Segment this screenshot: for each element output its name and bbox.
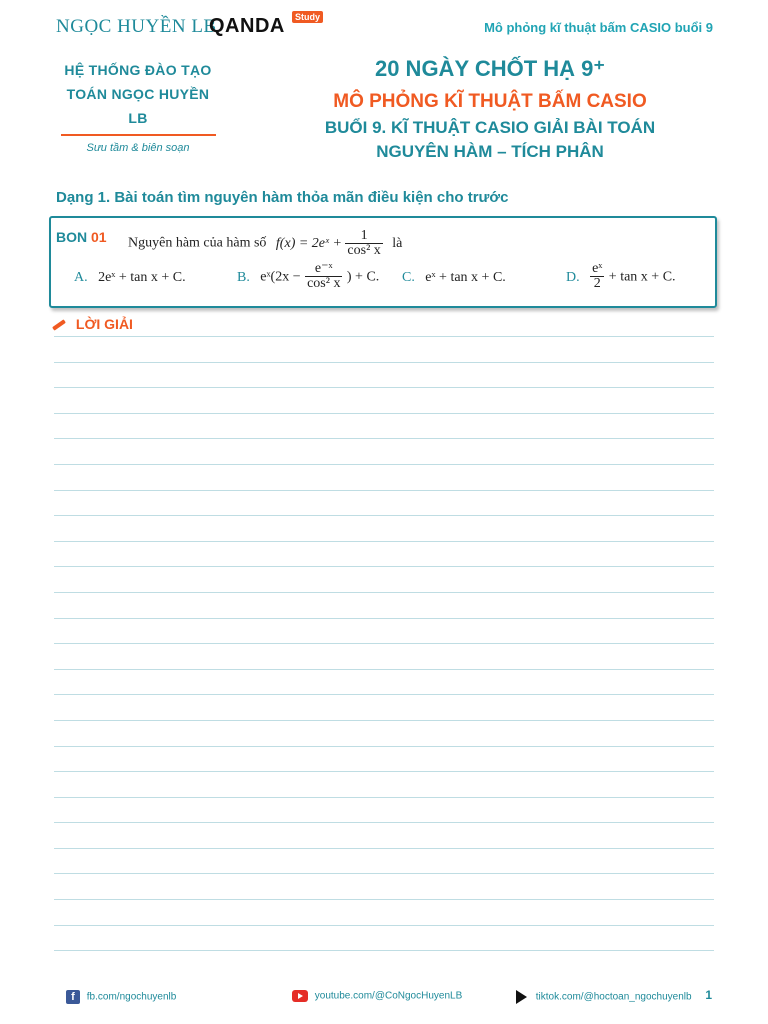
page-subtitle: MÔ PHỎNG KĨ THUẬT BẤM CASIO (333, 91, 647, 112)
option-b-fraction (305, 262, 342, 291)
option-a-text: 2eˣ + tan x + C. (98, 270, 186, 285)
function-lhs: f(x) = 2eˣ + (275, 235, 342, 251)
tiktok-link[interactable]: tiktok.com/@hoctoan_ngochuyenlb (535, 991, 692, 1003)
tiktok-icon (516, 990, 527, 1004)
youtube-icon (292, 990, 308, 1002)
partner-tag: Study (292, 11, 323, 23)
ruled-line (54, 490, 714, 491)
option-d-letter: D. (566, 269, 580, 285)
facebook-icon: f (66, 990, 80, 1004)
ruled-line (54, 694, 714, 695)
question-stem: Nguyên hàm của hàm số (128, 235, 267, 251)
option-d[interactable] (566, 262, 676, 291)
question-number: 01 (91, 229, 107, 245)
option-a[interactable] (74, 268, 186, 286)
lesson-title: BUỔI 9. KĨ THUẬT CASIO GIẢI BÀI TOÁN (324, 118, 656, 137)
function-fraction (345, 229, 382, 258)
divider (61, 134, 216, 136)
ruled-line (54, 746, 714, 747)
ruled-line (54, 848, 714, 849)
option-c-text: eˣ + tan x + C. (425, 270, 506, 285)
option-b-numerator: e⁻ˣ (305, 262, 342, 277)
ruled-line (54, 669, 714, 670)
document-subject: Mô phỏng kĩ thuật bấm CASIO buổi 9 (484, 20, 713, 35)
option-d-post: + tan x + C. (608, 269, 676, 285)
fraction-numerator: 1 (345, 229, 382, 244)
page-number: 1 (705, 988, 712, 1002)
ruled-line (54, 643, 714, 644)
title-block (250, 54, 730, 164)
facebook-link[interactable]: fb.com/ngochuyenlb (86, 991, 177, 1003)
system-branding (58, 58, 218, 154)
ruled-line (54, 413, 714, 414)
ruled-line (54, 362, 714, 363)
footer-youtube[interactable] (292, 990, 462, 1002)
option-b-post: ) + C. (346, 269, 380, 285)
footer-tiktok[interactable] (516, 990, 692, 1004)
solution-heading (52, 316, 133, 332)
fraction-denominator: cos² x (347, 243, 381, 258)
ruled-line (54, 797, 714, 798)
ruled-line (54, 592, 714, 593)
option-a-letter: A. (74, 270, 88, 285)
option-d-numerator: eˣ (592, 261, 603, 276)
ruled-line (54, 387, 714, 388)
system-line-1: HỆ THỐNG ĐÀO TẠO (64, 62, 212, 78)
option-d-fraction (590, 262, 604, 291)
option-b-letter: B. (237, 269, 250, 285)
option-b-denominator: cos² x (307, 276, 341, 291)
ruled-line (54, 464, 714, 465)
solution-heading-text: LỜI GIẢI (75, 316, 133, 332)
system-subtitle: Sưu tầm & biên soạn (86, 142, 190, 154)
question-label (56, 229, 107, 245)
option-b[interactable] (237, 262, 379, 291)
brand-logo: NGỌC HUYỀN LB (56, 16, 217, 37)
option-c-letter: C. (402, 270, 415, 285)
question-tail: là (392, 235, 403, 251)
ruled-line (54, 950, 714, 951)
youtube-link[interactable]: youtube.com/@CoNgocHuyenLB (314, 990, 463, 1002)
partner-logo: QANDA (209, 15, 285, 37)
ruled-line (54, 873, 714, 874)
ruled-line (54, 515, 714, 516)
ruled-line (54, 925, 714, 926)
ruled-line (54, 336, 714, 337)
system-line-2: TOÁN NGỌC HUYỀN LB (66, 86, 210, 126)
ruled-line (54, 566, 714, 567)
ruled-line (54, 618, 714, 619)
ruled-line (54, 822, 714, 823)
ruled-line (54, 771, 714, 772)
lesson-topic: NGUYÊN HÀM – TÍCH PHÂN (376, 142, 604, 161)
ruled-line (54, 720, 714, 721)
option-c[interactable] (402, 268, 506, 286)
ruled-line (54, 438, 714, 439)
ruled-line (54, 899, 714, 900)
question-text (128, 229, 402, 258)
option-d-denominator: 2 (593, 276, 601, 291)
ruled-line (54, 541, 714, 542)
question-label-text: BON (56, 229, 88, 245)
pen-icon (52, 320, 66, 331)
section-heading: Dạng 1. Bài toán tìm nguyên hàm thỏa mãn điều kiện cho trước (56, 189, 509, 206)
footer-facebook[interactable] (66, 990, 176, 1004)
answer-lines[interactable] (54, 336, 714, 976)
page-title: 20 NGÀY CHỐT HẠ 9⁺ (374, 56, 606, 81)
option-b-pre: eˣ(2x − (260, 269, 301, 285)
